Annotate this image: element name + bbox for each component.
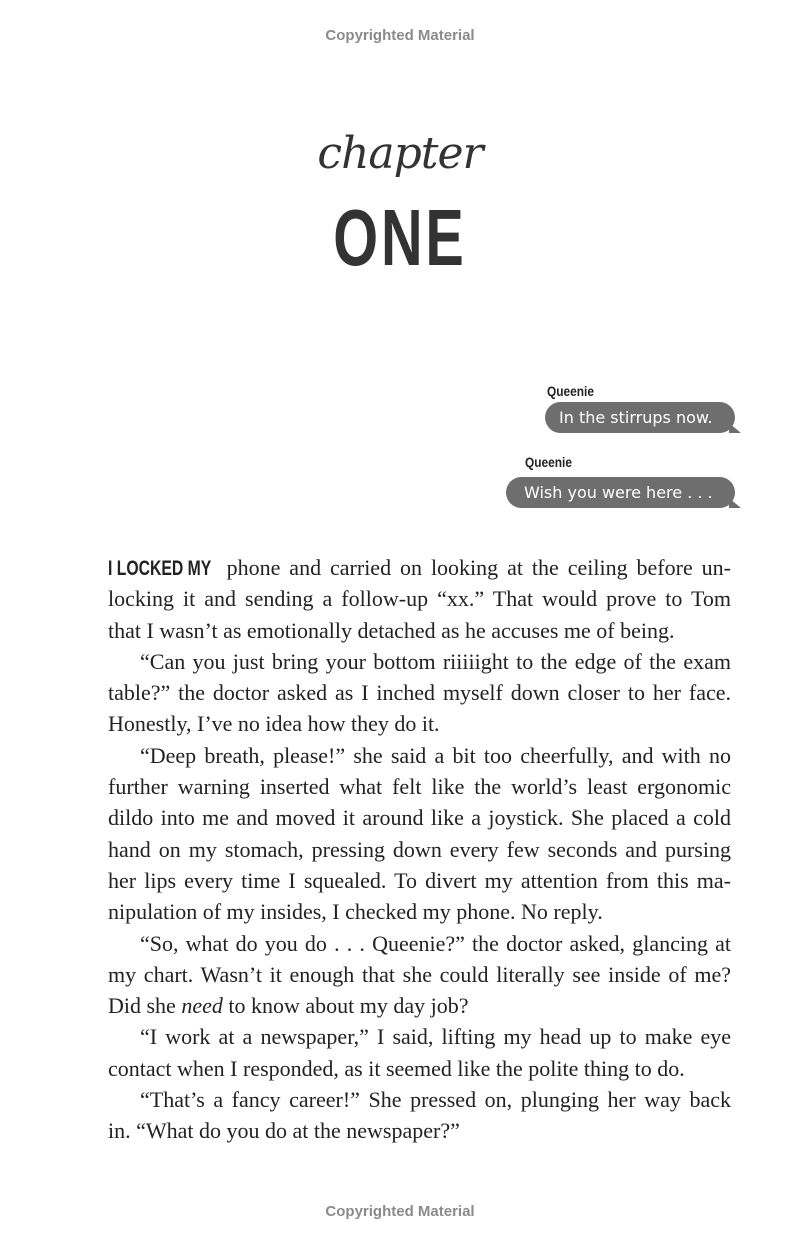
message-bubble: In the stirrups now.: [545, 402, 735, 433]
text-line: “So, what do you do . . . Queenie?” the doctor asked, glancing at: [140, 930, 731, 956]
body-text: [108, 552, 731, 1147]
text-line: table?” the doctor asked as I inched myself down closer to her face.: [108, 680, 731, 706]
text-line: contact when I responded, as it seemed like the polite thing to do.: [108, 1055, 685, 1081]
message-bubble: Wish you were here . . .: [506, 477, 735, 508]
text-line: nipulation of my insides, I checked my phone. No reply.: [108, 899, 603, 925]
text-line: “Deep breath, please!” she said a bit too cheerfully, and with no: [140, 742, 731, 768]
emphasis: need: [181, 993, 223, 1019]
text-line: my chart. Wasn’t it enough that she could literally see inside of me?: [108, 961, 731, 987]
message-sender: Queenie: [547, 383, 594, 399]
text-line: in. “What do you do at the newspaper?”: [108, 1118, 460, 1144]
chapter-number: ONE: [333, 193, 467, 282]
lead-in: I LOCKED MY: [108, 557, 212, 580]
text-line: [108, 990, 731, 1021]
text-line: dildo into me and moved it around like a joystick. She placed a cold: [108, 805, 731, 831]
copyright-header: Copyrighted Material: [325, 27, 475, 44]
line-text: phone and carried on looking at the ceiling before un-: [217, 555, 731, 580]
text-line: [108, 552, 731, 583]
chapter-label: chapter: [317, 128, 483, 179]
line-text: to know about my day job?: [222, 993, 469, 1019]
line-text: Did she: [108, 993, 182, 1019]
text-line: hand on my stomach, pressing down every few seconds and pursing: [108, 836, 731, 862]
text-line: Honestly, I’ve no idea how they do it.: [108, 711, 440, 737]
text-line: further warning inserted what felt like the world’s least ergonomic: [108, 774, 731, 800]
text-line: that I wasn’t as emotionally detached as he accuses me of being.: [108, 617, 675, 643]
text-line: her lips every time I squealed. To divert my attention from this ma-: [108, 867, 731, 893]
text-line: “Can you just bring your bottom riiiiight to the edge of the exam: [140, 648, 731, 674]
text-line: “That’s a fancy career!” She pressed on, plunging her way back: [140, 1087, 731, 1113]
message-sender: Queenie: [525, 454, 572, 470]
copyright-footer: Copyrighted Material: [325, 1203, 475, 1220]
text-line: locking it and sending a follow-up “xx.” That would prove to Tom: [108, 586, 731, 612]
text-line: “I work at a newspaper,” I said, lifting my head up to make eye: [140, 1024, 731, 1050]
